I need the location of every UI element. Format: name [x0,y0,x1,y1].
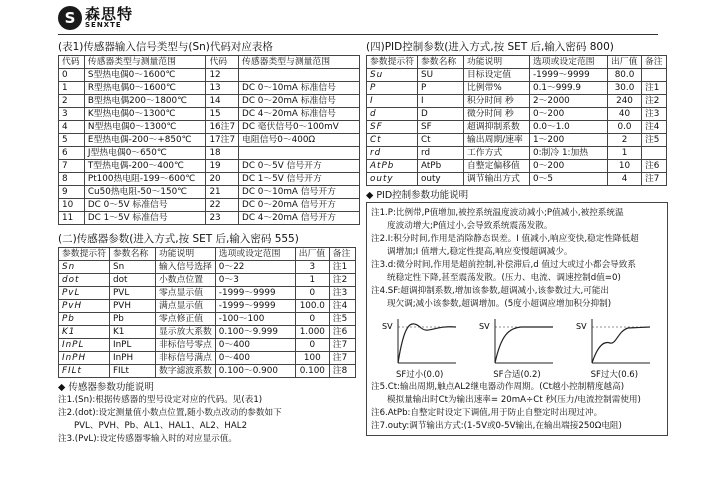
cell: 1.000 [295,326,329,339]
cell: dot [110,274,156,287]
cell: 注8 [329,365,355,378]
cell: 13 [206,82,239,95]
table-row [59,160,360,173]
cell: 满点显示值 [156,300,216,313]
cell: 比例带% [464,82,530,95]
cell: K1 [110,326,156,339]
curve-captions [371,369,663,381]
cell: 注3 [329,287,355,300]
cell: 数字滤波系数 [156,365,216,378]
cell: 9 [59,186,85,199]
cell: 0 [295,313,329,326]
cell: 0～22 [215,261,295,274]
cell: AtPb [367,160,418,173]
cell: 3 [59,108,85,121]
header-cell: 选项或设定范围 [215,248,295,261]
logo-mark-icon: S [58,6,82,30]
cell: B型热电偶200～1800℃ [84,95,206,108]
cell: 100.0 [295,300,329,313]
table-row [59,108,360,121]
cell: DC 4～20mA 标准信号 [239,108,360,121]
cell: 2 [608,134,642,147]
sensor-note: 注3.(PvL):设定传感器零输入时的对应显示值。 [58,434,237,444]
cell: dot [59,274,110,287]
cell: 15 [206,108,239,121]
cell: 4 [59,121,85,134]
header-cell: 传感器类型与测量范围 [84,56,206,69]
cell: R型热电偶0～1600℃ [84,82,206,95]
table-row [59,173,360,186]
brand-name-cn: 森思特 [85,5,134,23]
cell: Sn [110,261,156,274]
header-cell: 传感器类型与测量范围 [239,56,360,69]
cell [239,69,360,82]
cell: DC 4～20mA 信号开方 [239,212,360,225]
cell: DC 0～10mA 信号开方 [239,186,360,199]
sensor-code-table [58,55,360,225]
curve-caption: SF合适(0.2) [493,370,541,380]
cell: 注4 [329,300,355,313]
cell: 注5 [642,134,667,147]
cell: 注7 [642,173,667,186]
curve-sv-label: SV [381,322,393,331]
cell: outy [367,173,418,186]
cell: 显示放大系数 [156,326,216,339]
cell: 16注7 [206,121,239,134]
sensor-note: 注2.(dot):设定测量值小数点位置,随小数点改动的参数如下 [58,408,282,418]
cell: 5 [59,134,85,147]
cell: InPH [59,352,110,365]
cell: K型热电偶0～1300℃ [84,108,206,121]
cell: 工作方式 [464,147,530,160]
table-row [59,134,360,147]
pid-notes-box [366,202,668,436]
cell: InPL [59,339,110,352]
table-row [59,212,360,225]
header-cell: 选项或设定范围 [530,56,608,69]
cell: 80.0 [608,69,642,82]
table-row [59,69,360,82]
cell: 30.0 [608,82,642,95]
curve-sv-label: SV [478,322,490,331]
cell: PvH [59,300,110,313]
cell: 注7 [329,352,355,365]
cell [239,147,360,160]
cell: 注4 [642,121,667,134]
cell: outy [418,173,464,186]
cell: 注6 [642,160,667,173]
cell: SU [418,69,464,82]
cell: 注2 [329,274,355,287]
cell: 目标设定值 [464,69,530,82]
cell: 0～400 [215,339,295,352]
response-curves [371,315,663,369]
table-row [59,352,356,365]
table-row [367,173,667,186]
pid-note: 现欠调;减小该参数,超调增加。(5度小超调应增加积分抑制) [387,299,612,309]
brand-logo [58,5,133,31]
cell: InPL [110,339,156,352]
cell: 19 [206,160,239,173]
cell: P [367,82,418,95]
table-row [59,121,360,134]
cell: DC 0～5V 信号开方 [239,160,360,173]
cell: 8 [59,173,85,186]
pid-note: 注3.d:微分时间,作用是超前控制,补偿滞后,d 值过大或过小都会导致系 [371,260,636,270]
table-row [59,82,360,95]
header-cell: 代码 [59,56,85,69]
cell: 23 [206,212,239,225]
curve-caption: SF过大(0.6) [590,370,639,380]
header-cell: 参数名称 [110,248,156,261]
cell: -1999～9999 [215,287,295,300]
header-cell: 备注 [329,248,355,261]
cell: E型热电偶-200～+850℃ [84,134,206,147]
table-row [59,326,356,339]
header-cell: 功能说明 [464,56,530,69]
header-cell: 出厂值 [608,56,642,69]
cell: I [367,95,418,108]
cell: 0～3 [215,274,295,287]
cell: T型热电偶-200～400℃ [84,160,206,173]
cell [642,147,667,160]
pid-note: 注7.outy:调节输出方式:(1-5V或0-5V输出,在输出端接250Ω电阻) [371,421,622,431]
cell: 0.1～999.9 [530,82,608,95]
cell: 20 [206,173,239,186]
cell: FILt [110,365,156,378]
table-row [59,95,360,108]
table-row [59,274,356,287]
table-row [59,313,356,326]
cell: 0～200 [530,160,608,173]
cell: 240 [608,95,642,108]
header-cell: 代码 [206,56,239,69]
table-row [367,69,667,82]
cell: 4 [608,173,642,186]
header-rule [58,34,658,35]
cell: 40 [608,108,642,121]
pid-note: 注1.P:比例带,P值增加,被控系统温度波动减小;P值减小,被控系统温 [371,208,624,218]
cell: DC 0～20mA 信号开方 [239,199,360,212]
cell: 10 [59,199,85,212]
cell: 注1 [642,82,667,95]
table-row [367,95,667,108]
cell: AtPb [418,160,464,173]
table1-title: (表1)传感器输入信号类型与(Sn)代码对应表格 [58,41,273,53]
cell: PVH [110,300,156,313]
cell: 12 [206,69,239,82]
cell: N型热电偶0～1300℃ [84,121,206,134]
cell: P [418,82,464,95]
cell: 零点修正值 [156,313,216,326]
cell: 1 [59,82,85,95]
cell: d [367,108,418,121]
pid-note: 模拟量输出时Ct为输出速率= 20mA÷Ct 秒(压力/电流控制需使用) [387,395,641,405]
cell: 非标信号零点 [156,339,216,352]
cell: 注3 [642,108,667,121]
table-header-row [367,56,667,69]
pid-params-table [366,55,667,186]
header-cell: 功能说明 [156,248,216,261]
table-row [59,199,360,212]
cell: Ct [418,134,464,147]
pid-note: 注2.I:积分时间,作用是消除静态误差。I 值减小,响应变快,稳定性降低超 [371,234,639,244]
sensor-notes-title: ◆ 传感器参数功能说明 [58,382,154,393]
table-row [59,147,360,160]
cell: 0.0～1.0 [530,121,608,134]
cell: Pb [110,313,156,326]
cell: -100～100 [215,313,295,326]
cell: Pt100热电阻-199～600℃ [84,173,206,186]
sensor-params-table [58,247,356,378]
table-row [367,82,667,95]
cell: -1999～9999 [215,300,295,313]
cell: 7 [59,160,85,173]
curve-ideal-icon [477,315,557,367]
cell: 0～400 [215,352,295,365]
table-row [367,147,667,160]
pid-note: 度波动增大;P值过小,会导致系统震荡发散。 [387,221,553,231]
pid-note: 注4.SF:超调抑制系数,增加该参数,超调减小,该参数过大,可能出 [371,286,610,296]
cell: 100 [295,352,329,365]
pid-note: 注6.AtPb:自整定时设定下调值,用于防止自整定时出现过冲。 [371,408,603,418]
pid-note: 调增加;I 值增大,稳定性提高,响应变慢超调减少。 [387,247,573,257]
cell: 输入信号选择 [156,261,216,274]
cell: 0 [59,69,85,82]
cell: 调节输出方式 [464,173,530,186]
cell: 21 [206,186,239,199]
cell: 11 [59,212,85,225]
cell: rd [367,147,418,160]
cell: 17注7 [206,134,239,147]
table2-title: (二)传感器参数(进入方式,按 SET 后,输入密码 555) [58,233,299,245]
cell: DC 0～20mA 标准信号 [239,95,360,108]
cell: 18 [206,147,239,160]
table3-title: (四)PID控制参数(进入方式,按 SET 后,输入密码 800) [366,41,614,53]
cell: 0.0 [608,121,642,134]
left-column [58,40,360,446]
cell: 14 [206,95,239,108]
table-row [59,261,356,274]
cell: 0.100 [295,365,329,378]
right-column [366,40,668,436]
cell: 零点显示值 [156,287,216,300]
header-cell: 参数提示符 [59,248,110,261]
cell: 0 [295,339,329,352]
cell: rd [418,147,464,160]
cell: DC 毫伏信号0～100mV [239,121,360,134]
brand-name-en: SENXTE [85,21,122,29]
cell: DC 0～5V 标准信号 [84,199,206,212]
cell: Su [367,69,418,82]
cell: I [418,95,464,108]
cell: 注5 [329,313,355,326]
pid-note: 注5.Ct:输出周期,触点AL2继电器动作周期。(Ct越小控制精度越高) [371,382,625,392]
cell: 2 [59,95,85,108]
cell: 注7 [329,339,355,352]
cell: 非标信号满点 [156,352,216,365]
cell: 电阻信号0～400Ω [239,134,360,147]
cell: 1 [295,274,329,287]
cell: 1～200 [530,134,608,147]
cell: Pb [59,313,110,326]
table-row [59,287,356,300]
table-row [59,186,360,199]
cell: 0.100～9.999 [215,326,295,339]
cell: 0.100～0.900 [215,365,295,378]
cell: DC 0～10mA 标准信号 [239,82,360,95]
cell: DC 1～5V 信号开方 [239,173,360,186]
cell: 积分时间 秒 [464,95,530,108]
table-row [59,365,356,378]
table-row [367,160,667,173]
table-row [59,339,356,352]
cell: 0～5 [530,173,608,186]
cell: 0:制冷 1:加热 [530,147,608,160]
cell: SF [418,121,464,134]
cell: 0～200 [530,108,608,121]
pid-note: 统稳定性下降,甚至震荡发散。(压力、电流、调速控制d值=0) [387,273,621,283]
cell: PvL [59,287,110,300]
cell: 注1 [329,261,355,274]
cell: 自整定偏移值 [464,160,530,173]
cell: 微分时间 秒 [464,108,530,121]
table-header-row [59,56,360,69]
pid-notes-title: ◆ PID控制参数功能说明 [366,190,469,201]
cell: J型热电偶0～650℃ [84,147,206,160]
cell: 输出周期/速率 [464,134,530,147]
header-cell: 参数名称 [418,56,464,69]
table-header-row [59,248,356,261]
cell: S型热电偶0～1600℃ [84,69,206,82]
cell: Ct [367,134,418,147]
table-row [367,134,667,147]
cell: 注2 [642,95,667,108]
cell: 22 [206,199,239,212]
cell: 0 [295,287,329,300]
sensor-note: PVL、PVH、Pb、AL1、HAL1、AL2、HAL2 [74,421,248,431]
cell: FILt [59,365,110,378]
cell: 1 [608,147,642,160]
cell: InPH [110,352,156,365]
table-row [367,108,667,121]
cell: Cu50热电阻-50～150℃ [84,186,206,199]
curve-overdamped-icon [574,315,654,367]
cell: Sn [59,261,110,274]
curve-undershoot-icon [380,315,460,367]
cell: 10 [608,160,642,173]
header-cell: 备注 [642,56,667,69]
cell: K1 [59,326,110,339]
cell: D [418,108,464,121]
header-cell: 参数提示符 [367,56,418,69]
table-row [367,121,667,134]
table-row [59,300,356,313]
curve-caption: SF过小(0.0) [395,370,444,380]
cell: 3 [295,261,329,274]
cell: 超调抑制系数 [464,121,530,134]
cell: -1999～9999 [530,69,608,82]
cell: 小数点位置 [156,274,216,287]
cell: 注6 [329,326,355,339]
cell: SF [367,121,418,134]
cell [642,69,667,82]
sensor-note: 注1.(Sn):根据传感器的型号设定对应的代码。见(表1) [58,395,263,405]
cell: 6 [59,147,85,160]
header-cell: 出厂值 [295,248,329,261]
cell: 2～2000 [530,95,608,108]
cell: PVL [110,287,156,300]
cell: DC 1～5V 标准信号 [84,212,206,225]
curve-sv-label: SV [576,322,587,331]
